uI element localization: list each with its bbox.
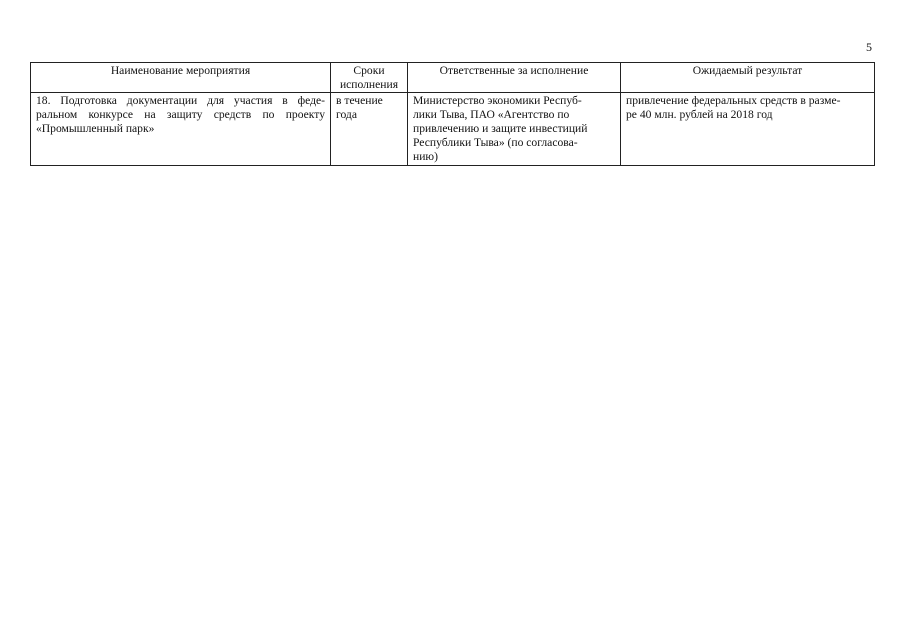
table-row <box>31 93 875 166</box>
header-deadline-text: Сроки исполнения <box>339 64 399 91</box>
cell-responsible-line: привлечению и защите инвестиций <box>413 122 588 135</box>
cell-expected-result <box>621 93 875 166</box>
cell-responsible-line: Министерство экономики Респуб- <box>413 94 582 107</box>
cell-event-name <box>31 93 331 166</box>
cell-event-name-line: ральном конкурсе на защиту средств по проекту <box>36 108 325 121</box>
cell-event-name-line: 18. Подготовка документации для участия в феде- <box>36 94 325 107</box>
cell-deadline <box>331 93 408 166</box>
cell-deadline-line: года <box>336 108 357 121</box>
header-expected-result: Ожидаемый результат <box>621 63 875 93</box>
cell-expected-result-line: привлечение федеральных средств в разме- <box>626 94 841 107</box>
cell-expected-result-line: ре 40 млн. рублей на 2018 год <box>626 108 773 121</box>
cell-responsible <box>408 93 621 166</box>
cell-responsible-line: Республики Тыва» (по согласова- <box>413 136 578 149</box>
cell-deadline-line: в течение <box>336 94 383 107</box>
header-responsible: Ответственные за исполнение <box>408 63 621 93</box>
header-event-name: Наименование мероприятия <box>31 63 331 93</box>
page-number: 5 <box>866 40 872 54</box>
header-deadline <box>331 63 408 93</box>
action-plan-table <box>30 62 875 166</box>
cell-event-name-line: «Промышленный парк» <box>36 122 155 135</box>
table-header-row <box>31 63 875 93</box>
cell-responsible-line: лики Тыва, ПАО «Агентство по <box>413 108 570 121</box>
cell-responsible-line: нию) <box>413 150 438 163</box>
